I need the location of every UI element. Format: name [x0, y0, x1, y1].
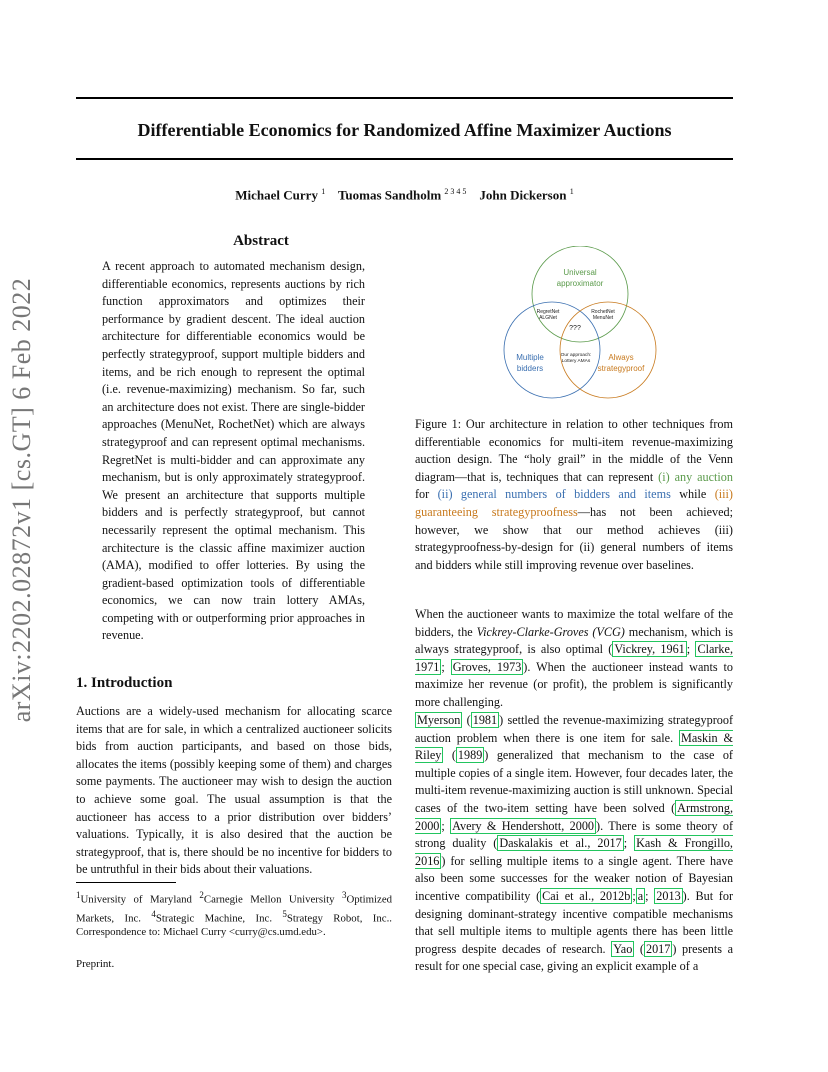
citation-link[interactable]: 1981 [472, 713, 498, 727]
venn-overlap-left-1: RegretNet [536, 309, 560, 315]
caption-text: while [670, 487, 715, 502]
author-name: Michael Curry [235, 187, 318, 203]
citation-link[interactable]: Yao [613, 941, 633, 956]
author-affiliation: 2 3 4 5 [444, 187, 467, 196]
affiliation: Strategy Robot, Inc.. [286, 912, 392, 925]
affiliation: Strategic Machine, Inc. [155, 912, 273, 925]
paragraph-text: When the auctioneer wants to maximize the total welfare of the bidders, the [415, 607, 733, 639]
paragraph-text: ). But for designing dominant-strategy incentive compatible mechanisms that sell multiple items to multiple agents there has been little progress despite decades of research. [415, 888, 734, 956]
venn-overlap-left-2: ALGNet [539, 315, 557, 321]
author-list [76, 187, 733, 203]
right-paragraph-2: Myerson ( 1981 ) settled the revenue-maximizing strategyproof auction problem when there is one item for sale. Maskin & Riley ( 1989 ) generalized that mechanism to the case of multiple copies of a single item. However, four decades later, the multi-item revenue-maximizing auction is still unknown. Special cases of the two-item setting have been solved ( Armstrong, 2000 ; Avery & Hendershott, 2000 ). There is some theory of strong duality ( Daskalakis et al., 2017 ; Kash & Frongillo, 2016 ) for selling multiple items to a single agent. There have also been some successes for the weaker notion of Bayesian incentive compatibility ( Cai et al., 2012b ; a ; 2013 ). But for designing dominant-strategy incentive compatible mechanisms that sell multiple items to multiple agents there has been little progress despite decades of research. Yao ( 2017 ) presents a result for one special case, giving an explicit example of a [415, 713, 734, 974]
citation-link[interactable]: a [637, 888, 644, 903]
paragraph-text: presents a result for one special case, giving an explicit example of a [415, 941, 733, 974]
venn-label-right-1: Always [608, 353, 634, 362]
preprint-note: Preprint. [76, 958, 115, 970]
venn-label-top-2: approximator [556, 279, 604, 288]
author-affiliation: 1 [569, 187, 574, 196]
intro-paragraph: Auctions are a widely-used mechanism for allocating scarce items that are for sale, in which a centralized auctioneer solicits bids from auction participants, and based on those bids, allocates the items (possibly keeping some of them) and charges some payments. The auctioneer may wish to design the auction to achieve some goal. The usual assumption is that the auctioneer has access to a prior distribution over bidders’ valuations. Typically, it is also desired that the auction be strategyproof, that is, there should be no incentive for bidders to be untruthful in their bids about their valuations. [76, 704, 392, 877]
citation-link[interactable]: Vickrey, 1961 [614, 642, 685, 657]
title-rule-bottom [76, 158, 733, 160]
author-name: Tuomas Sandholm [337, 187, 442, 203]
citation-link[interactable]: Daskalakis et al., 2017 [499, 836, 622, 851]
vcg-term: Vickrey-Clarke-Groves (VCG) [476, 624, 625, 639]
citation-link[interactable]: 1989 [457, 748, 483, 763]
caption-highlight-bidders-items: (ii) general numbers of bidders and items [437, 487, 671, 502]
paragraph-text: ). When the auctioneer instead wants to maximize her revenue (or profit), the problem is significantly more challenging. [415, 659, 734, 709]
venn-overlap-right-1: RochetNet [591, 309, 615, 315]
paper-title: Differentiable Economics for Randomized Affine Maximizer Auctions [137, 120, 672, 140]
affiliation: Carnegie Mellon University [203, 893, 335, 906]
caption-text: for [415, 487, 438, 502]
venn-label-top-1: Universal [563, 268, 597, 277]
venn-diagram [500, 246, 660, 406]
caption-text: —has not been achieved; however, we show that our method achieves (iii) strategyproofness-by-design for (ii) general numbers of items and bidders while still improving revenue over baselines. [415, 504, 733, 572]
citation-link[interactable]: 2013 [656, 888, 681, 903]
citation-link[interactable]: 2017 [645, 941, 671, 956]
citation-link[interactable]: Clarke, 1971 [415, 642, 733, 674]
caption-highlight-strategyproofness: (iii) guaranteeing strategyproofness [415, 487, 733, 519]
venn-label-left-2: bidders [516, 364, 544, 373]
paragraph-text: mechanism, which is always strategyproof, is also optimal ( [415, 624, 733, 657]
citation-link[interactable]: Maskin & Riley [415, 730, 734, 763]
venn-bottom-overlap-1: Our approach: [560, 353, 592, 358]
footnote-rule [76, 882, 176, 883]
citation-link[interactable]: Kash & Frongillo, 2016 [415, 836, 733, 868]
affiliation: Optimized Markets, Inc. [76, 893, 393, 925]
footnote: $^1$University of Maryland $^2$Carnegie Mellon University $^3$Optimized Markets, Inc. $^4$Strategic Machine, Inc. $^5$Strategy Robot, Inc.. Correspondence to: Michael Curry <curry@cs.umd.edu>. [76, 890, 393, 939]
caption-highlight-any-auction: (i) any auction [658, 469, 733, 484]
abstract-text: A recent approach to automated mechanism design, differentiable economics, represents auctions by rich function approximators and optimizes their performance by gradient descent. The ideal auction architecture for differentiable economics would be perfectly strategyproof, support multiple bidders and items, and be rich enough to represent the optimal (i.e. revenue-maximizing) mechanism. So far, such an architecture does not exist. There are single-bidder approaches (MenuNet, RochetNet) which are always strategyproof and can represent optimal mechanisms. RegretNet is multi-bidder and can approximate any mechanism, but is only approximately strategyproof. We present an architecture that supports multiple bidders and is perfectly strategyproof, but cannot necessarily represent the optimal mechanism. This architecture is the classic affine maximizer auction (AMA), modified to offer lotteries. By using the gradient-based optimization tools of differentiable economics, we can now train lottery AMAs, competing with or outperforming prior approaches in revenue. [102, 259, 365, 643]
author-affiliation: 1 [321, 187, 326, 196]
paragraph-text: generalized that mechanism to the case of multiple copies of a single item. However, four decades later, the multi-item revenue-maximizing auction is still unknown. Special cases of the two-item setting have been solved ( [415, 748, 733, 815]
title-rule-top [76, 97, 733, 99]
citation-link[interactable]: Avery & Hendershott, 2000 [452, 818, 595, 833]
caption-text: Figure 1: Our architecture in relation to other techniques from differentiable economics for multi-item revenue-maximizing auction design. The “holy grail” in the middle of the Venn diagram—that is, techniques that can represent [415, 417, 733, 484]
citation-link[interactable]: Myerson [417, 713, 461, 727]
citation-link[interactable]: Cai et al., 2012b [542, 888, 631, 903]
paragraph-text: ). There is some theory of strong duality ( [415, 818, 734, 851]
affiliation: University of Maryland [80, 893, 192, 906]
right-paragraph-1: When the auctioneer wants to maximize the total welfare of the bidders, the Vickrey-Clarke-Groves (VCG) mechanism, which is always strategyproof, is also optimal ( Vickrey, 1961 ; Clarke, 1971 ; Groves, 1973 ). When the auctioneer instead wants to maximize her revenue (or profit), the problem is significantly more challenging. [415, 607, 734, 709]
venn-center-question: ??? [569, 325, 581, 332]
venn-overlap-right-2: MenuNet [592, 315, 614, 321]
venn-label-left-1: Multiple [516, 353, 544, 362]
section-heading-introduction: 1. Introduction [76, 675, 173, 691]
citation-link[interactable]: Groves, 1973 [452, 659, 522, 674]
abstract-heading: Abstract [233, 233, 289, 249]
paragraph-text: settled the revenue-maximizing strategyproof auction problem when there is one item for sale. [415, 713, 733, 745]
citation-link[interactable]: Armstrong, 2000 [415, 800, 733, 833]
venn-label-right-2: strategyproof [597, 364, 645, 373]
venn-bottom-overlap-2: Lottery AMAs [561, 359, 591, 364]
author-name: John Dickerson [479, 187, 567, 203]
figure-caption [415, 416, 733, 574]
paragraph-text: ) for selling multiple items to a single agent. There have also been some successes for the weaker notion of Bayesian incentive compatibility ( [415, 853, 733, 903]
correspondence: Correspondence to: Michael Curry <curry@cs.umd.edu>. [76, 926, 326, 939]
arxiv-identifier: arXiv:2202.02872v1 [cs.GT] 6 Feb 2022 [7, 277, 36, 723]
